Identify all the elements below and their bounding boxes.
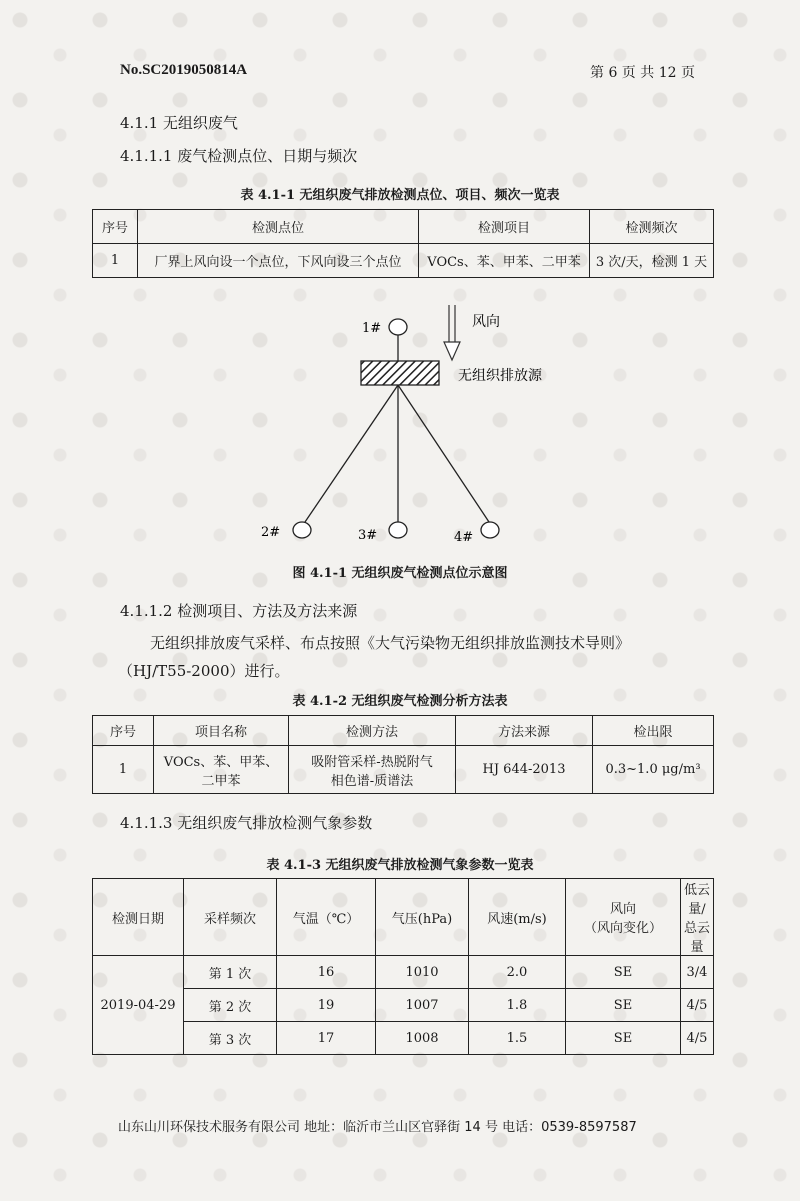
table-row [93,244,714,278]
table-row [93,956,714,989]
table-cell: 厂界上风向设一个点位，下风向设三个点位 [138,244,419,278]
table-cell: 第 2 次 [184,989,277,1022]
table-header [566,879,681,956]
table-cell: 第 3 次 [184,1022,277,1055]
table-cell [289,746,456,794]
subsection-heading: 4.1.1.3 无组织废气排放检测气象参数 [120,814,373,832]
weather-parameters-table [92,878,714,1055]
cell-line: 相色谱-质谱法 [330,773,414,789]
table-cell: 1007 [376,989,469,1022]
table-cell: SE [566,956,681,989]
table-header-row [93,879,714,956]
table-cell [154,746,289,794]
table-cell: VOCs、苯、甲苯、二甲苯 [419,244,590,278]
table-cell: 1010 [376,956,469,989]
table-cell: HJ 644-2013 [456,746,593,794]
table-cell: 16 [277,956,376,989]
table-header: 检测项目 [419,210,590,244]
header-line: （风向变化） [583,921,662,936]
table-cell: SE [566,989,681,1022]
table-cell: 第 1 次 [184,956,277,989]
paragraph: 无组织排放废气采样、布点按照《大气污染物无组织排放监测技术导则》 [150,634,631,652]
analysis-method-table [92,715,714,794]
table-cell: 1 [93,244,138,278]
table-cell: 2.0 [469,956,566,989]
table-cell: 1.8 [469,989,566,1022]
table-cell: 4/5 [681,989,714,1022]
table-header-row [93,716,714,746]
table-header: 序号 [93,716,154,746]
point-2-label: 2# [261,525,281,540]
table-header: 序号 [93,210,138,244]
emission-source [361,361,439,385]
table-cell: 1.5 [469,1022,566,1055]
subsection-heading: 4.1.1.1 废气检测点位、日期与频次 [120,147,358,165]
table-cell: 1 [93,746,154,794]
table-cell: 1008 [376,1022,469,1055]
point-4-label: 4# [454,530,474,545]
table-cell: SE [566,1022,681,1055]
paragraph: （HJ/T55-2000）进行。 [118,662,290,680]
table-header: 采样频次 [184,879,277,956]
table-row [93,746,714,794]
cell-line: 二甲苯 [201,773,241,789]
table-header: 检测日期 [93,879,184,956]
cell-line: VOCs、苯、甲苯、 [163,754,279,770]
table-header: 项目名称 [154,716,289,746]
report-number: No.SC2019050814A [120,62,248,78]
page-number: 第 6 页 共 12 页 [590,65,695,81]
cell-line: 吸附管采样-热脱附气 [311,754,433,770]
table-cell: 2019-04-29 [93,956,184,1055]
point-2-marker [293,522,311,538]
table-header: 检出限 [593,716,714,746]
table-header: 检测点位 [138,210,419,244]
point-4-marker [481,522,499,538]
section-heading: 4.1.1 无组织废气 [120,114,238,132]
table-row [93,1022,714,1055]
table-header-row [93,210,714,244]
table-cell: 0.3~1.0 μg/m³ [593,746,714,794]
page-footer: 山东山川环保技术服务有限公司 地址：临沂市兰山区官驿街 14 号 电话：0539-8597587 [118,1120,637,1135]
table-header: 检测方法 [289,716,456,746]
table1-caption: 表 4.1-1 无组织废气排放检测点位、项目、频次一览表 [240,188,560,203]
figure-caption: 图 4.1-1 无组织废气检测点位示意图 [292,566,508,581]
header-line: 总云量 [684,921,711,955]
table-cell: 3 次/天，检测 1 天 [590,244,714,278]
wind-arrow-icon [444,305,460,360]
table-cell: 17 [277,1022,376,1055]
table-header: 方法来源 [456,716,593,746]
sampling-diagram [0,300,800,560]
table-header: 气压(hPa) [376,879,469,956]
wind-label: 风向 [472,314,500,330]
point-1-marker [389,319,407,335]
table-header: 检测频次 [590,210,714,244]
table3-caption: 表 4.1-3 无组织废气排放检测气象参数一览表 [266,858,534,873]
header-line: 风向 [609,902,636,917]
table-cell: 19 [277,989,376,1022]
table-row [93,989,714,1022]
table-cell: 4/5 [681,1022,714,1055]
table-header [681,879,714,956]
point-3-label: 3# [358,528,378,543]
table-cell: 3/4 [681,956,714,989]
source-label: 无组织排放源 [458,368,542,384]
sampling-points-table [92,209,714,278]
subsection-heading: 4.1.1.2 检测项目、方法及方法来源 [120,602,358,620]
table-header: 气温（℃） [277,879,376,956]
point-3-marker [389,522,407,538]
point-1-label: 1# [362,321,382,336]
header-line: 低云量/ [684,883,711,917]
table-header: 风速(m/s) [469,879,566,956]
table2-caption: 表 4.1-2 无组织废气检测分析方法表 [292,694,508,709]
